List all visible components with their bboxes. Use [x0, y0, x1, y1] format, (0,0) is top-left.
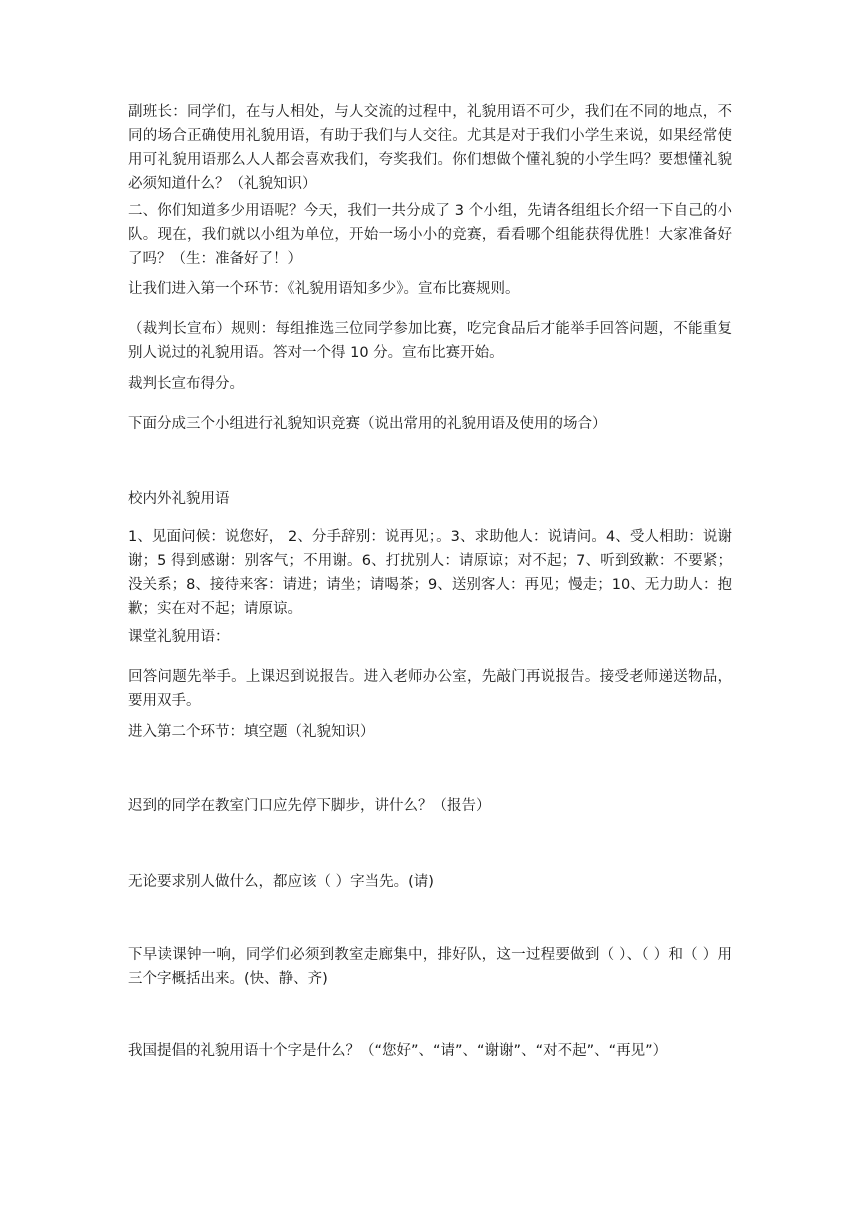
paragraph-phrase-list: 1、见面问候：说您好， 2、分手辞别：说再见；。3、求助他人：说请问。4、受人相助：说谢谢；5 得到感谢：别客气；不用谢。6、打扰别人：请原谅；对不起；7、听到致歉：不要紧；没关系；8、接待来客：请进；请坐；请喝茶；9、送别客人：再见；慢走；10、无力助人：抱歉；实在对不起；请原谅。: [128, 529, 732, 617]
paragraph-intro: 副班长：同学们，在与人相处，与人交流的过程中，礼貌用语不可少，我们在不同的地点，不同的场合正确使用礼貌用语，有助于我们与人交往。尤其是对于我们小学生来说，如果经常使用可礼貌用语那么人人都会喜欢我们，夸奖我们。你们想做个懂礼貌的小学生吗？要想懂礼貌必须知道什么？（礼貌知识）: [128, 104, 732, 192]
paragraph-contest: 下面分成三个小组进行礼貌知识竞赛（说出常用的礼貌用语及使用的场合）: [128, 416, 607, 432]
paragraph-first-round: 让我们进入第一个环节：《礼貌用语知多少》。宣布比赛规则。: [128, 281, 520, 297]
paragraph-classroom-rules: 回答问题先举手。上课迟到说报告。进入老师办公室，先敲门再说报告。接受老师递送物品，要用双手。: [128, 669, 732, 709]
question-line-up: 下早读课钟一响，同学们必须到教室走廊集中，排好队，这一过程要做到（ ）、（ ）和（ ）用三个字概括出来。(快、静、齐): [128, 947, 732, 987]
paragraph-section-two: 二、你们知道多少用语呢？今天，我们一共分成了 3 个小组，先请各组组长介绍一下自己的小队。现在，我们就以小组为单位，开始一场小小的竞赛，看看哪个组能获得优胜！大家准备好了吗？（生：准备好了！）: [128, 203, 732, 267]
question-ten-words: 我国提倡的礼貌用语十个字是什么？（“您好”、“请”、“谢谢”、“对不起”、“再见”）: [128, 1043, 668, 1059]
paragraph-score: 裁判长宣布得分。: [128, 376, 244, 392]
question-please: 无论要求别人做什么，都应该（ ）字当先。(请): [128, 874, 434, 890]
heading-classroom-phrases: 课堂礼貌用语：: [128, 629, 230, 645]
heading-campus-phrases: 校内外礼貌用语: [128, 491, 230, 507]
paragraph-rules: （裁判长宣布）规则：每组推选三位同学参加比赛，吃完食品后才能举手回答问题，不能重复别人说过的礼貌用语。答对一个得 10 分。宣布比赛开始。: [128, 321, 732, 361]
question-late: 迟到的同学在教室门口应先停下脚步，讲什么？（报告）: [128, 798, 491, 814]
paragraph-second-round: 进入第二个环节：填空题（礼貌知识）: [128, 724, 375, 740]
